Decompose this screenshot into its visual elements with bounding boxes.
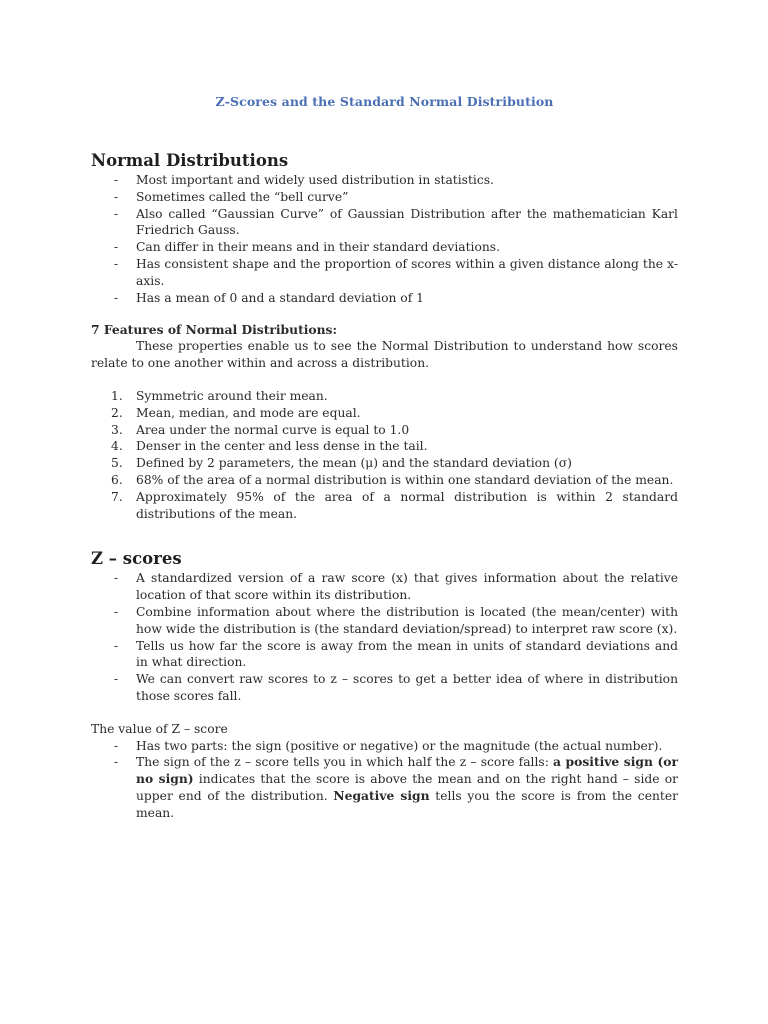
number-marker: 5. bbox=[111, 456, 123, 471]
heading-seven-features: 7 Features of Normal Distributions: bbox=[91, 322, 338, 338]
bold-negative-sign: Negative sign bbox=[333, 787, 430, 803]
spacer bbox=[91, 705, 678, 721]
number-marker: 6. bbox=[111, 472, 123, 487]
list-item: 7. Approximately 95% of the area of a normal distribution is within 2 standard distributions of the mean. bbox=[111, 489, 678, 521]
heading-normal-distributions: Normal Distributions bbox=[91, 151, 289, 170]
number-marker: 4. bbox=[111, 439, 123, 454]
dash-marker: - bbox=[114, 173, 119, 187]
features-intro: These properties enable us to see the Normal Distribution to understand how scores relate to one another within and across a distribution. bbox=[91, 339, 678, 371]
list-item: 4. Denser in the center and less dense in the tail. bbox=[111, 439, 428, 454]
dash-marker: - bbox=[114, 240, 119, 255]
dash-marker: - bbox=[114, 638, 119, 653]
dash-marker: - bbox=[114, 206, 119, 221]
list-item: 2. Mean, median, and mode are equal. bbox=[111, 405, 361, 420]
list-item: - Has a mean of 0 and a standard deviation of 1 bbox=[114, 290, 424, 305]
heading-z-scores: Z – scores bbox=[91, 549, 182, 569]
z-value-intro: The value of Z – score bbox=[91, 721, 228, 736]
dash-marker: - bbox=[114, 290, 119, 305]
spacer bbox=[91, 372, 678, 388]
list-item: - We can convert raw scores to z – scores to get a better idea of where in distribution those scores fall. bbox=[114, 672, 678, 703]
number-marker: 3. bbox=[111, 422, 123, 437]
dash-marker: - bbox=[114, 189, 119, 204]
normal-distribution-list bbox=[91, 172, 678, 306]
z-value-list bbox=[91, 738, 678, 822]
list-item: 6. 68% of the area of a normal distribution is within one standard deviation of the mean. bbox=[111, 472, 674, 487]
list-item: - Also called “Gaussian Curve” of Gaussian Distribution after the mathematician Karl Friedrich Gauss. bbox=[114, 206, 678, 238]
dash-marker: - bbox=[114, 672, 119, 687]
number-marker: 7. bbox=[111, 489, 123, 504]
number-marker: 2. bbox=[111, 405, 123, 420]
dash-marker: - bbox=[114, 571, 119, 586]
dash-marker: - bbox=[114, 604, 119, 619]
bold-positive-sign: a positive sign (or no sign) bbox=[136, 754, 678, 787]
spacer bbox=[91, 522, 678, 548]
list-item: 1. Symmetric around their mean. bbox=[111, 388, 328, 403]
number-marker: 1. bbox=[111, 388, 123, 403]
list-item: - Has consistent shape and the proportion of scores within a given distance along the x-axis. bbox=[114, 256, 678, 288]
list-item: - Sometimes called the “bell curve” bbox=[114, 189, 349, 204]
dash-marker: - bbox=[114, 738, 119, 753]
list-item: - Can differ in their means and in their standard deviations. bbox=[114, 240, 500, 255]
dash-marker: - bbox=[114, 256, 119, 271]
z-scores-list bbox=[91, 570, 678, 704]
list-item: - A standardized version of a raw score (x) that gives information about the relative location of that score within its distribution. bbox=[114, 571, 678, 603]
list-item: - Most important and widely used distribution in statistics. bbox=[114, 173, 494, 187]
list-item: - The sign of the z – score tells you in which half the z – score falls: a positive sign (or no sign) indicates that the score is above the mean and on the right hand – side or upper end of the distribution. Negative sign tells you the score is from the center mean. bbox=[114, 754, 678, 820]
dash-marker: - bbox=[114, 755, 119, 770]
document-title: Z-Scores and the Standard Normal Distribution bbox=[215, 94, 554, 109]
list-item: 3. Area under the normal curve is equal to 1.0 bbox=[111, 422, 410, 437]
list-item: - Has two parts: the sign (positive or negative) or the magnitude (the actual number). bbox=[114, 738, 663, 753]
list-item: 5. Defined by 2 parameters, the mean (μ) and the standard deviation (σ) bbox=[111, 456, 572, 471]
list-item: - Combine information about where the distribution is located (the mean/center) with how wide the distribution is (the standard deviation/spread) to interpret raw score (x). bbox=[114, 604, 678, 636]
features-list bbox=[91, 388, 678, 522]
list-item: - Tells us how far the score is away from the mean in units of standard deviations and in what direction. bbox=[114, 638, 678, 670]
